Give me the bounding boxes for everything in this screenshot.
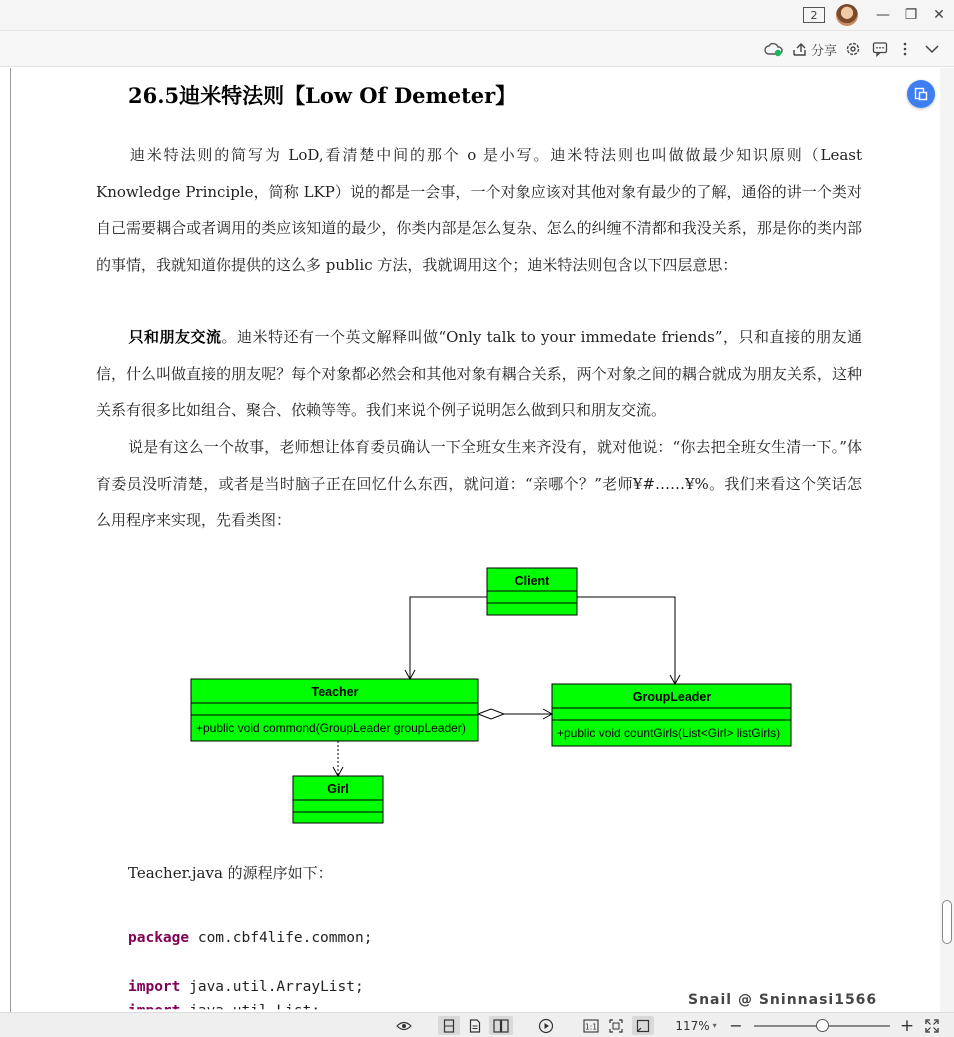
avatar[interactable]	[836, 4, 858, 26]
uml-class-name: GroupLeader	[632, 690, 712, 704]
zoom-out-button[interactable]: −	[729, 1016, 743, 1035]
section-heading: 26.5迪米特法则【Low Of Demeter】	[128, 83, 517, 108]
zoom-slider-handle[interactable]	[816, 1019, 829, 1032]
single-page-view-icon[interactable]	[438, 1016, 460, 1035]
zoom-level-select[interactable]	[672, 1016, 720, 1035]
eye-protection-icon[interactable]	[394, 1016, 414, 1035]
uml-method: +public void countGirls(List<Girl> listGirls)	[557, 726, 781, 740]
code-text: com.cbf4life.common;	[189, 930, 373, 946]
code-caption: Teacher.java 的源程序如下：	[128, 864, 333, 882]
fit-page-icon[interactable]	[606, 1016, 626, 1035]
uml-method: +public void commond(GroupLeader groupLeader)	[196, 721, 466, 735]
vertical-scrollbar[interactable]	[940, 68, 954, 1012]
comment-icon[interactable]	[872, 39, 888, 59]
uml-class-name: Teacher	[311, 685, 359, 699]
dual-page-view-icon[interactable]	[489, 1016, 513, 1035]
actual-size-icon[interactable]	[581, 1016, 601, 1035]
uml-class-teacher	[191, 679, 478, 741]
zoom-in-button[interactable]: +	[899, 1015, 915, 1036]
page-border	[10, 68, 11, 1012]
paragraph-friends	[96, 319, 862, 429]
fullscreen-icon[interactable]	[922, 1016, 942, 1035]
cloud-sync-icon[interactable]	[764, 39, 784, 59]
zoom-level: 117%	[675, 1018, 710, 1033]
title-bar	[0, 0, 954, 31]
uml-class-name: Client	[514, 574, 550, 588]
scrollbar-thumb[interactable]	[942, 900, 952, 944]
uml-class-name: Girl	[327, 782, 349, 796]
paragraph-friends-text: 。迪米特还有一个英文解释叫做“Only talk to your immedate friends”，只和直接的朋友通信，什么叫做直接的朋友呢？每个对象都必然会和其他对象有耦合关系，两个对象之间的耦合就成为朋友关系，这种关系有很多比如组合、聚合、依赖等等。我们来说个例子说明怎么做到只和朋友交流。	[96, 328, 862, 419]
page-count-badge[interactable]: 2	[803, 7, 825, 23]
paragraph-intro	[96, 137, 862, 283]
uml-association-client-teacher	[410, 597, 487, 679]
maximize-button[interactable]: ❐	[904, 7, 918, 23]
uml-association-client-groupleader	[577, 597, 675, 684]
share-button[interactable]	[792, 39, 837, 59]
document-convert-icon	[914, 87, 928, 101]
chevron-down-icon: ▾	[712, 1021, 717, 1030]
watermark: Snail @ Sninnasi1566	[688, 992, 878, 1008]
floating-tool-button[interactable]	[907, 80, 935, 108]
top-toolbar	[0, 31, 954, 67]
paragraph-story-text: 说是有这么一个故事，老师想让体育委员确认一下全班女生来齐没有，就对他说：“你去把全班女生清一下。”体育委员没听清楚，或者是当时脑子正在回忆什么东西，就问道：“亲哪个？”老师¥#……¥%。我们来看这个笑话怎么用程序来实现，先看类图：	[96, 438, 862, 529]
svg-text:1:1: 1:1	[584, 1022, 598, 1031]
uml-aggregation-diamond	[478, 709, 504, 719]
share-icon	[792, 41, 808, 57]
uml-class-diagram	[180, 560, 820, 830]
page-view-icon[interactable]	[464, 1016, 486, 1035]
paragraph-story	[96, 429, 862, 539]
code-line	[128, 979, 364, 995]
share-label: 分享	[811, 43, 838, 59]
paragraph-intro-text: 迪米特法则的简写为 LoD,看清楚中间的那个 o 是小写。迪米特法则也叫做做最少知识原则（Least Knowledge Principle，简称 LKP）说的都是一会事，一个对象应该对其他对象有最少的了解，通俗的讲一个类对自己需要耦合或者调用的类应该知道的最少，你类内部是怎么复杂、怎么的纠缠不清都和我没关系，那是你的类内部的事情，我就知道你提供的这么多 public 方法，我就调用这个；迪米特法则包含以下四层意思：	[96, 146, 862, 274]
uml-class-girl	[293, 776, 383, 823]
settings-icon[interactable]	[845, 39, 861, 59]
minimize-button[interactable]: —	[876, 7, 890, 23]
uml-class-client	[487, 568, 577, 615]
code-text: java.util.ArrayList;	[180, 979, 364, 995]
close-button[interactable]: ✕	[933, 7, 945, 23]
play-icon[interactable]	[536, 1016, 556, 1035]
paragraph-friends-bold: 只和朋友交流	[128, 328, 222, 346]
fit-width-icon[interactable]	[632, 1016, 654, 1035]
more-icon[interactable]	[902, 39, 908, 59]
code-keyword: package	[128, 930, 190, 946]
uml-class-groupleader	[552, 684, 791, 746]
code-line	[128, 930, 372, 946]
code-keyword: import	[128, 979, 181, 995]
chevron-down-icon[interactable]	[924, 39, 940, 59]
